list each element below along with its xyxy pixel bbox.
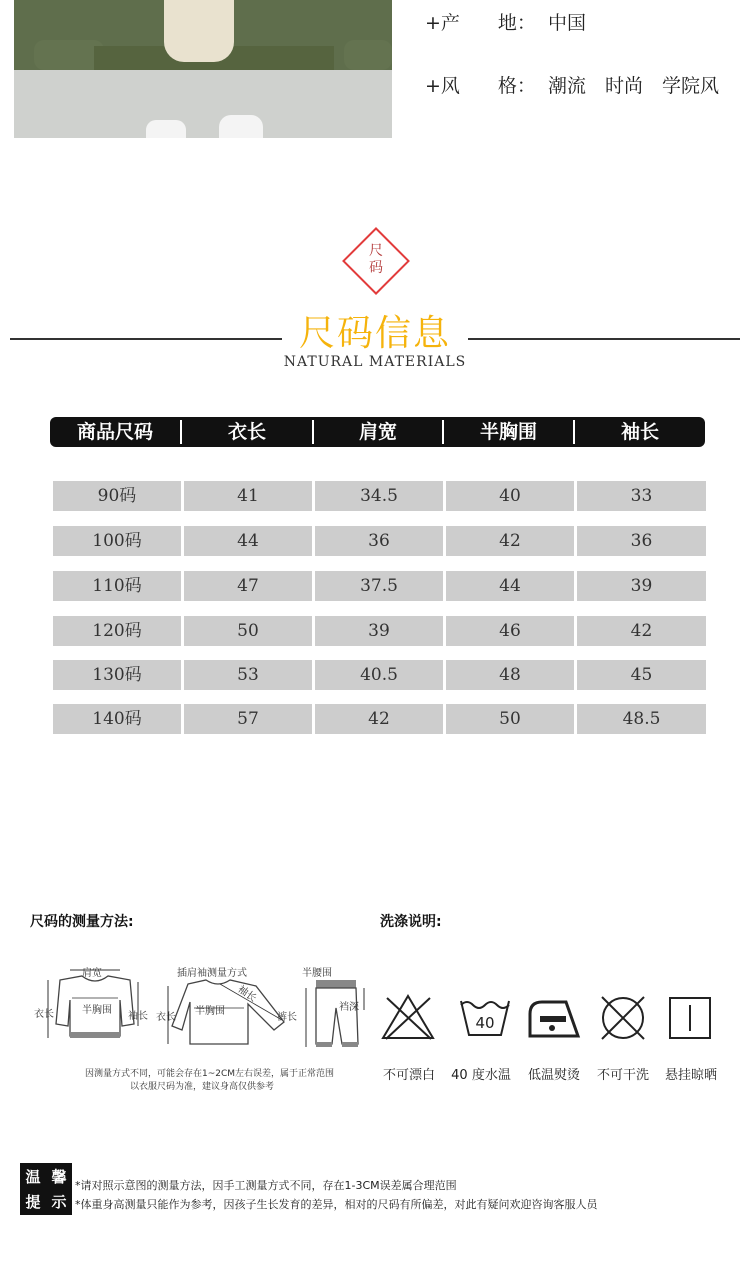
cell-sleeve: 36 <box>577 526 706 556</box>
header-chest: 半胸围 <box>479 421 537 443</box>
header-shoulder: 肩宽 <box>358 421 397 443</box>
label-raglan-length: 衣长 <box>156 1012 176 1023</box>
cell-size: 100码 <box>53 526 181 556</box>
product-photo <box>14 0 392 138</box>
tips-char: 示 <box>51 1193 67 1211</box>
label-rise: 裆深 <box>339 1002 359 1013</box>
care-label: 低温熨烫 <box>527 1068 580 1083</box>
header-size: 商品尺码 <box>76 421 153 443</box>
cell-sleeve: 39 <box>577 571 706 601</box>
cell-length: 57 <box>184 704 312 734</box>
hang-dry-icon <box>667 995 713 1041</box>
attribute-value: 潮流 时尚 学院风 <box>547 75 719 97</box>
tips-char: 温 <box>25 1168 41 1186</box>
cell-chest: 50 <box>446 704 574 734</box>
cell-length: 41 <box>184 481 312 511</box>
label-chest: 半胸围 <box>82 1005 112 1016</box>
no-dryclean-icon <box>598 993 648 1043</box>
care-label: 悬挂晾晒 <box>664 1068 717 1083</box>
attribute-style <box>425 71 719 98</box>
cell-size: 110码 <box>53 571 181 601</box>
measure-note-1: 因测量方式不同，可能会存在1~2CM左右误差，属于正常范围 <box>85 1069 335 1079</box>
cell-length: 50 <box>184 616 312 646</box>
cell-chest: 48 <box>446 660 574 690</box>
measure-title: 尺码的测量方法: <box>30 914 134 930</box>
cell-shoulder: 40.5 <box>315 660 443 690</box>
label-shoulder: 肩宽 <box>82 968 102 979</box>
care-title: 洗涤说明: <box>380 914 442 930</box>
size-table-header <box>50 417 705 447</box>
low-iron-icon <box>526 994 582 1040</box>
section-title: 尺码信息 <box>298 313 451 354</box>
tips-char: 提 <box>25 1193 41 1211</box>
cell-sleeve: 45 <box>577 660 706 690</box>
cell-size: 120码 <box>53 616 181 646</box>
cell-sleeve: 48.5 <box>577 704 706 734</box>
no-bleach-icon <box>381 993 436 1041</box>
tips-char: 馨 <box>51 1168 67 1186</box>
section-badge: 尺码 <box>369 243 383 276</box>
care-label: 不可漂白 <box>382 1068 435 1083</box>
pants-diagram-icon <box>298 972 378 1057</box>
label-raglan-sleeve: 袖长 <box>235 983 259 1005</box>
measure-note-2: 以衣服尺码为准，建议身高仅供参考 <box>130 1082 275 1092</box>
cell-size: 140码 <box>53 704 181 734</box>
tips-badge <box>20 1163 72 1215</box>
cell-chest: 44 <box>446 571 574 601</box>
wash-40-icon <box>458 995 512 1039</box>
label-sleeve: 袖长 <box>128 1011 148 1022</box>
label-raglan-chest: 半胸围 <box>195 1006 225 1017</box>
cell-shoulder: 34.5 <box>315 481 443 511</box>
cell-length: 47 <box>184 571 312 601</box>
attribute-origin <box>425 8 586 35</box>
label-waist: 半腰围 <box>302 968 332 979</box>
tips-line-2: *体重身高测量只能作为参考，因孩子生长发育的差异，相对的尺码有所偏差，对此有疑问欢迎咨询客服人员 <box>75 1198 598 1211</box>
header-sleeve: 袖长 <box>620 421 659 443</box>
cell-size: 130码 <box>53 660 181 690</box>
care-label: 不可干洗 <box>596 1068 649 1083</box>
cell-size: 90码 <box>53 481 181 511</box>
label-raglan-title: 插肩袖测量方式 <box>177 968 247 979</box>
attribute-label: +风 格： <box>425 75 536 97</box>
label-pants-length: 裤长 <box>277 1012 297 1023</box>
cell-shoulder: 42 <box>315 704 443 734</box>
section-subtitle: NATURAL MATERIALS <box>283 354 467 370</box>
cell-chest: 40 <box>446 481 574 511</box>
header-length: 衣长 <box>227 421 266 443</box>
attribute-value: 中国 <box>547 12 586 34</box>
attribute-label: +产 地： <box>425 12 536 34</box>
divider-left <box>10 338 282 340</box>
divider-right <box>468 338 740 340</box>
cell-sleeve: 42 <box>577 616 706 646</box>
cell-shoulder: 36 <box>315 526 443 556</box>
label-length: 衣长 <box>34 1009 54 1020</box>
care-label: 40 度水温 <box>451 1068 511 1083</box>
cell-length: 44 <box>184 526 312 556</box>
cell-shoulder: 39 <box>315 616 443 646</box>
wash-temp-label: 40 <box>475 1014 495 1032</box>
cell-length: 53 <box>184 660 312 690</box>
cell-chest: 46 <box>446 616 574 646</box>
cell-chest: 42 <box>446 526 574 556</box>
cell-sleeve: 33 <box>577 481 706 511</box>
raglan-diagram-icon <box>160 972 290 1057</box>
cell-shoulder: 37.5 <box>315 571 443 601</box>
measure-diagrams <box>30 960 380 1060</box>
tips-line-1: *请对照示意图的测量方法，因手工测量方式不同，存在1-3CM误差属合理范围 <box>75 1179 457 1192</box>
